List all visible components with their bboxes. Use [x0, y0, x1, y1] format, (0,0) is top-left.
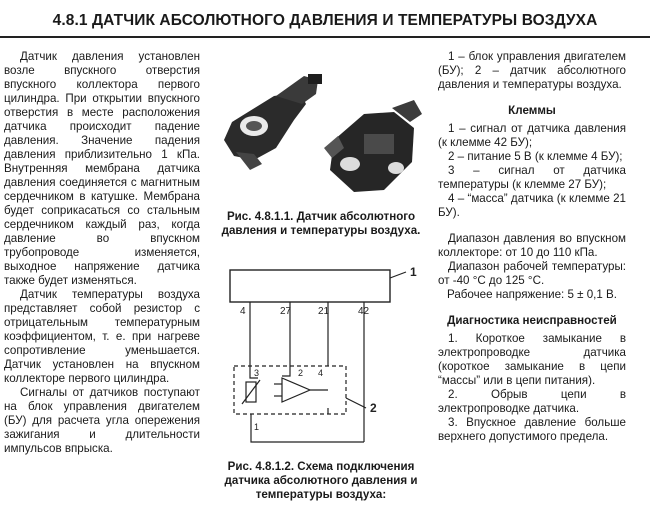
pin-label-42: 42	[358, 306, 370, 317]
fault-2: 2. Обрыв цепи в электропроводке датчика.	[438, 388, 626, 415]
wiring-diagram	[214, 258, 434, 458]
title-divider	[0, 36, 650, 38]
pin-label-21: 21	[318, 306, 330, 317]
operating-voltage: Рабочее напряжение: 5 ± 0,1 В.	[446, 288, 618, 301]
terminals-heading: Клеммы	[508, 104, 556, 117]
label-ecu-number: 1	[410, 265, 417, 279]
terminal-4: 4 – “масса” датчика (к клемме 21 БУ).	[438, 192, 626, 219]
diagram-legend: 1 – блок управления двигателем (БУ); 2 – датчик абсолютного давления и температуры воздуха.	[438, 50, 626, 91]
right-text-column	[438, 50, 626, 444]
sensor-pin-3: 3	[254, 368, 260, 378]
sensor-photo-left	[224, 74, 322, 170]
sensor-pin-2: 2	[298, 368, 304, 378]
section-title: 4.8.1 ДАТЧИК АБСОЛЮТНОГО ДАВЛЕНИЯ И ТЕМПЕРАТУРЫ ВОЗДУХА	[52, 12, 598, 29]
paragraph-pressure-sensor: Датчик давления установлен возле впускного отверстия впускного коллектора первого цилиндра. При открытии впускного отверстия в месте расположения датчика происходит падение давления. Значение падения давления приблизительно 1 кПа. Внутренняя мембрана датчика давления соединяется с магнитным сердечником в катушке. Мембрана будет соприкасаться со стальным сердечником каждый раз, когда давление во впускном трубопроводе изменяется, выходное напряжение датчика также будет изменяться.	[4, 50, 200, 287]
pressure-range: Диапазон давления во впускном коллекторе: от 10 до 110 кПа.	[438, 232, 626, 259]
label-sensor-number: 2	[370, 401, 377, 415]
wire-pin-4	[250, 302, 258, 378]
diagnostics-heading: Диагностика неисправностей	[447, 314, 617, 327]
terminal-3: 3 – сигнал от датчика температуры (к клемме 27 БУ);	[438, 164, 626, 191]
terminal-1: 1 – сигнал от датчика давления (к клемме 42 БУ);	[438, 122, 626, 149]
pin-label-4: 4	[240, 306, 246, 317]
ecu-block	[230, 270, 390, 302]
left-text-column	[4, 50, 200, 456]
sensor-pin-4: 4	[318, 368, 324, 378]
sensor-pin-1: 1	[254, 422, 260, 432]
terminal-2: 2 – питание 5 В (к клемме 4 БУ);	[448, 150, 623, 163]
sensor-photo	[214, 52, 428, 204]
pin-label-27: 27	[280, 306, 292, 317]
figure-2-caption: Рис. 4.8.1.2. Схема подключения датчика абсолютного давления и температуры воздуха:	[224, 460, 418, 501]
paragraph-signals: Сигналы от датчиков поступают на блок управления двигателем (БУ) для расчета угла опережения зажигания и длительности импульсов впрыска.	[4, 386, 200, 455]
temperature-range: Диапазон рабочей температуры: от -40 °С до 125 °С.	[438, 260, 626, 287]
paragraph-temperature-sensor: Датчик температуры воздуха представляет собой резистор с отрицательным температурным коэффициентом, т. е. при нагреве сопротивление уменьшается. Датчик установлен на впускном коллекторе первого цилиндра.	[4, 288, 200, 385]
figure-1-caption: Рис. 4.8.1.1. Датчик абсолютного давления и температуры воздуха.	[221, 210, 421, 237]
fault-3: 3. Впускное давление больше верхнего допустимого предела.	[438, 416, 626, 443]
sensor-photo-right	[324, 100, 422, 192]
fault-1: 1. Короткое замыкание в электропроводке датчика (короткое замыкание в цепи “массы” или в цепи питания).	[438, 332, 626, 387]
pressure-element	[282, 378, 310, 402]
